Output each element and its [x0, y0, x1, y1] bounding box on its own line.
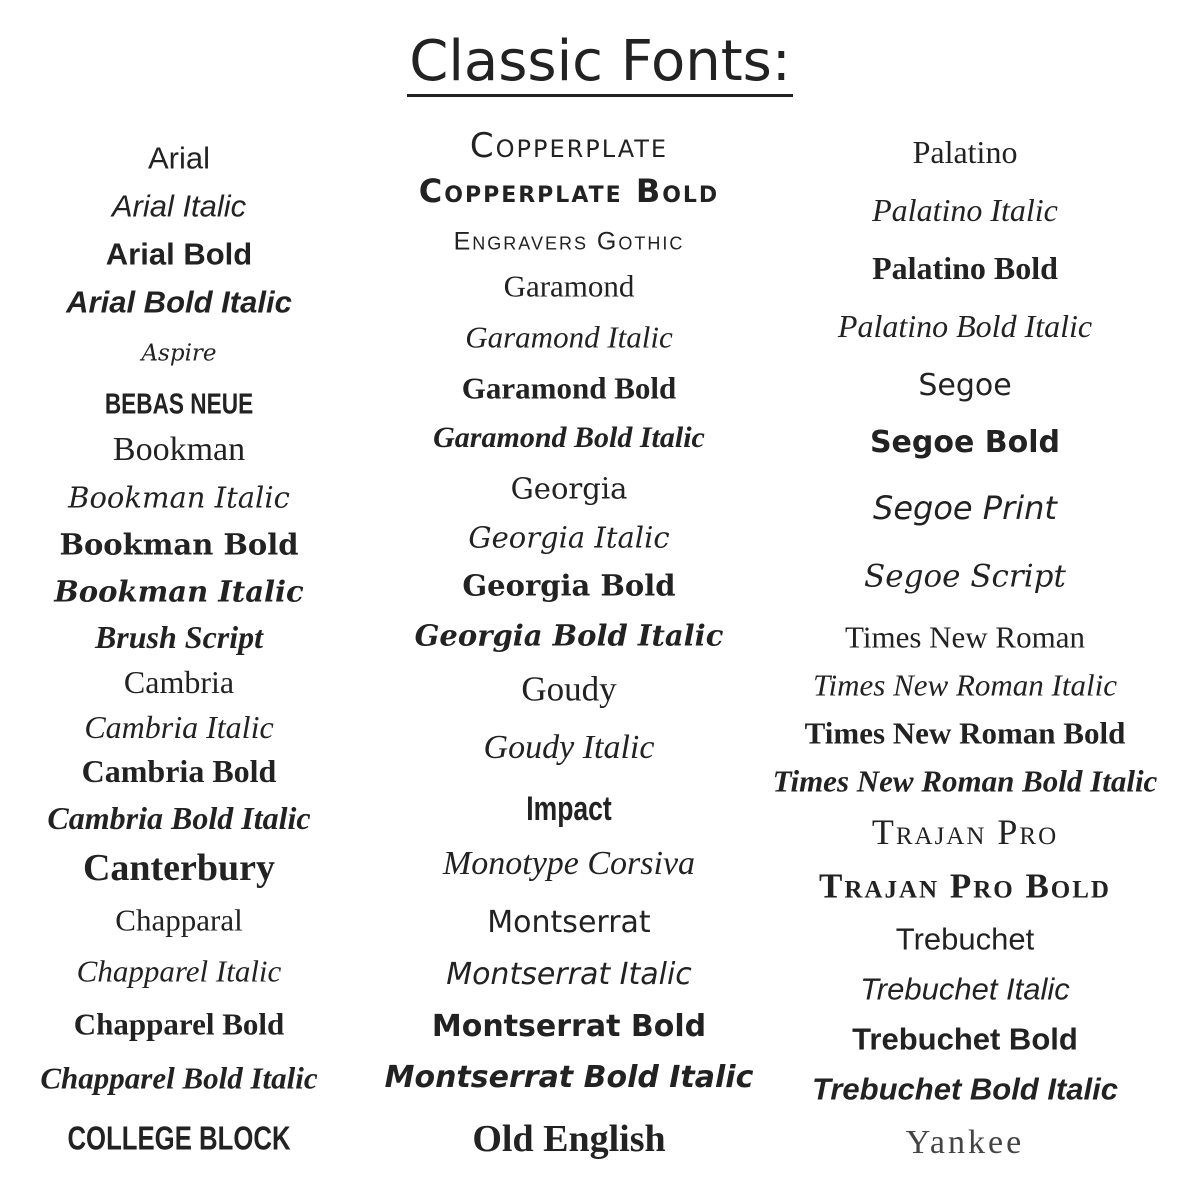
- font-sample-chapparel-italic: Chapparel Italic: [76, 953, 282, 989]
- font-sample-copperplate-bold: Copperplate Bold: [418, 172, 720, 210]
- font-sample-montserrat-bold: Montserrat Bold: [431, 1009, 707, 1044]
- font-sample-times-new-roman-bold: Times New Roman Bold: [804, 715, 1126, 751]
- font-sample-arial-italic: Arial Italic: [111, 188, 247, 224]
- font-sample-bebas-neue: BEBAS NEUE: [104, 388, 254, 421]
- font-column-right: [750, 0, 1180, 1200]
- font-sample-georgia-bold-italic: Georgia Bold Italic: [414, 618, 724, 653]
- font-sample-garamond-bold-italic: Garamond Bold Italic: [433, 421, 705, 454]
- font-sample-garamond-italic: Garamond Italic: [465, 319, 673, 355]
- font-column-middle: [358, 0, 780, 1200]
- font-sample-arial-bold: Arial Bold: [105, 236, 253, 272]
- font-sample-bookman: Bookman: [112, 431, 246, 468]
- font-sample-engravers-gothic: Engravers Gothic: [453, 227, 685, 256]
- font-sample-palatino-bold-italic: Palatino Bold Italic: [837, 308, 1093, 344]
- font-sample-segoe-print: Segoe Print: [873, 489, 1057, 527]
- font-sample-trebuchet-bold: Trebuchet Bold: [852, 1021, 1078, 1057]
- font-sample-garamond-bold: Garamond Bold: [461, 370, 677, 406]
- font-sample-brush-script: Brush Script: [94, 619, 264, 655]
- font-sample-cambria-bold-italic: Cambria Bold Italic: [47, 800, 311, 836]
- font-sample-cambria-bold: Cambria Bold: [81, 753, 277, 789]
- font-sample-palatino: Palatino: [912, 134, 1018, 170]
- font-sample-canterbury: Canterbury: [82, 847, 276, 889]
- font-sample-arial: Arial: [147, 140, 210, 176]
- font-sample-bookman-bold: Bookman Bold: [59, 527, 299, 562]
- font-sample-cambria-italic: Cambria Italic: [84, 709, 274, 745]
- font-sample-montserrat-bold-italic: Montserrat Bold Italic: [384, 1060, 754, 1095]
- font-sample-chapparel-bold: Chapparel Bold: [73, 1006, 285, 1042]
- font-sample-yankee: Yankee: [905, 1124, 1025, 1161]
- font-sample-chapparel-bold-italic: Chapparel Bold Italic: [40, 1060, 318, 1096]
- font-sample-garamond: Garamond: [503, 268, 635, 304]
- font-sample-goudy-italic: Goudy Italic: [483, 729, 655, 766]
- font-sample-trebuchet: Trebuchet: [895, 921, 1035, 957]
- font-sample-chapparal: Chapparal: [115, 902, 243, 938]
- font-sample-georgia-bold: Georgia Bold: [462, 568, 676, 603]
- font-sample-segoe-bold: Segoe Bold: [869, 425, 1061, 460]
- font-column-left: [0, 0, 358, 1200]
- font-sample-segoe-script: Segoe Script: [864, 558, 1066, 595]
- font-sample-monotype-corsiva: Monotype Corsiva: [442, 845, 696, 882]
- page-title-text: Classic Fonts:: [407, 29, 792, 97]
- font-sample-georgia-italic: Georgia Italic: [468, 520, 670, 555]
- font-sample-trajan-pro: Trajan Pro: [871, 812, 1059, 852]
- font-sample-impact: Impact: [526, 790, 612, 828]
- font-sample-old-english: Old English: [472, 1118, 666, 1160]
- font-sample-aspire: Aspire: [141, 340, 217, 367]
- font-sample-bookman-italic: Bookman Italic: [68, 480, 290, 515]
- font-sample-trebuchet-italic: Trebuchet Italic: [860, 971, 1070, 1007]
- font-sample-segoe: Segoe: [918, 368, 1012, 403]
- font-sample-college-block: COLLEGE BLOCK: [67, 1119, 291, 1157]
- font-sample-copperplate: Copperplate: [469, 126, 669, 166]
- font-sample-montserrat: Montserrat: [487, 905, 651, 940]
- font-sample-times-new-roman: Times New Roman: [845, 619, 1085, 655]
- font-sample-palatino-bold: Palatino Bold: [872, 250, 1058, 286]
- font-sample-arial-bold-italic: Arial Bold Italic: [66, 284, 292, 320]
- font-sample-cambria: Cambria: [123, 664, 235, 700]
- font-sample-montserrat-italic: Montserrat Italic: [446, 957, 692, 992]
- font-sample-goudy: Goudy: [521, 669, 617, 709]
- font-sample-georgia: Georgia: [510, 471, 628, 506]
- font-sample-times-new-roman-bold-italic: Times New Roman Bold Italic: [772, 763, 1158, 799]
- font-sample-bookman-bold-italic: Bookman Italic: [54, 574, 304, 609]
- font-sample-times-new-roman-italic: Times New Roman Italic: [813, 667, 1117, 703]
- font-sample-palatino-italic: Palatino Italic: [872, 192, 1058, 228]
- font-sample-trebuchet-bold-italic: Trebuchet Bold Italic: [811, 1071, 1119, 1107]
- font-sample-trajan-pro-bold: Trajan Pro Bold: [819, 866, 1111, 906]
